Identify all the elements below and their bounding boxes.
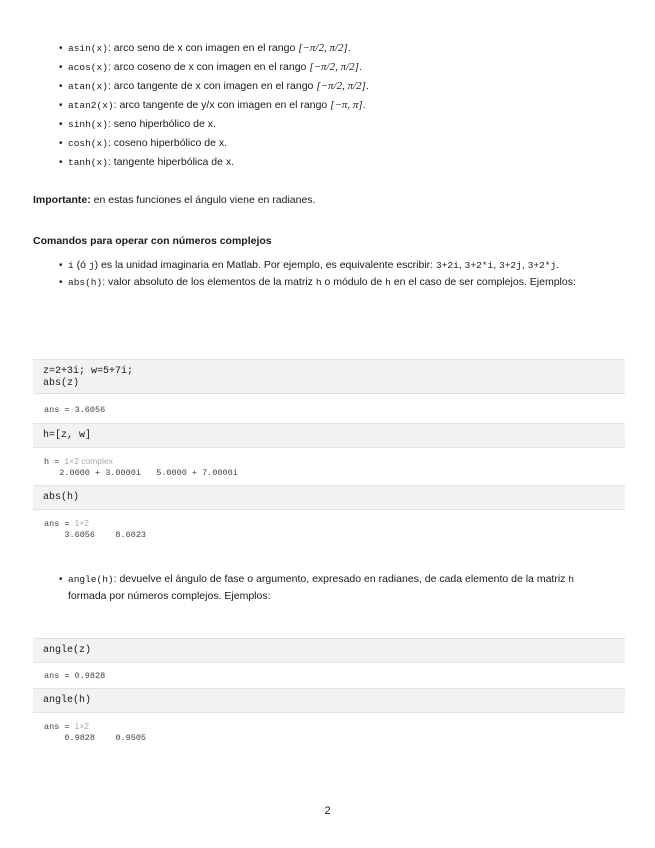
function-desc: : seno hiperbólico de x. [107, 118, 216, 130]
importante-text: en estas funciones el ángulo viene en radianes. [90, 194, 316, 206]
item-text: en el caso de ser complejos. Ejemplos: [390, 276, 576, 288]
list-item [68, 153, 369, 172]
code-output [44, 721, 146, 744]
function-end: . [362, 99, 366, 111]
function-desc: : tangente hiperbólica de x. [107, 156, 235, 168]
function-range: [−π/2, π/2] [309, 61, 359, 73]
separator: , [458, 259, 465, 271]
list-item [68, 96, 369, 115]
output-type: 1×2 complex [64, 456, 113, 466]
function-end: . [358, 61, 362, 73]
list-item [68, 39, 369, 58]
inline-code: abs(h) [68, 277, 103, 288]
function-code: atan2(x) [68, 100, 114, 111]
function-desc: : arco coseno de x con imagen en el rango [107, 61, 310, 73]
code-line: abs(h) [43, 492, 80, 503]
angle-list [68, 571, 613, 605]
list-item [68, 274, 613, 291]
inline-code: 3+2j [499, 260, 522, 271]
separator: , [521, 259, 528, 271]
function-code: cosh(x) [68, 138, 108, 149]
importante-note [33, 192, 316, 208]
code-output: ans = 3.6056 [44, 405, 106, 415]
function-end: . [365, 80, 369, 92]
code-line: angle(z) [43, 645, 92, 656]
importante-label: Importante: [33, 194, 91, 206]
code-block[interactable] [33, 638, 625, 663]
output-type: 1×2 [74, 518, 90, 528]
item-text: : devuelve el ángulo de fase o argumento, expresado en radianes, de cada elemento de la matriz [113, 573, 569, 585]
inline-code: h [568, 574, 575, 585]
list-item [68, 257, 613, 274]
output-values: 0.9828 0.9505 [44, 733, 147, 743]
code-line: h=[z, w] [43, 430, 92, 441]
code-block[interactable] [33, 359, 625, 394]
list-item [68, 115, 369, 134]
function-end: . [347, 42, 351, 54]
list-item [68, 77, 369, 96]
list-item [68, 58, 369, 77]
code-output [44, 518, 146, 541]
item-text: formada por números complejos. Ejemplos: [68, 590, 271, 602]
inline-code: i [68, 260, 74, 271]
output-values: 3.6056 8.6023 [44, 530, 147, 540]
item-text: (ó [73, 259, 89, 271]
inline-code: 3+2i [436, 260, 459, 271]
page-number: 2 [324, 805, 331, 817]
function-list [68, 39, 369, 172]
function-code: sinh(x) [68, 119, 108, 130]
function-code: asin(x) [68, 43, 108, 54]
output-values: 2.0000 + 3.0000i 5.0000 + 7.0000i [44, 468, 238, 478]
complex-list [68, 257, 613, 291]
function-desc: : arco seno de x con imagen en el rango [107, 42, 299, 54]
inline-code: j [88, 260, 95, 271]
output-prefix: ans = [44, 519, 75, 529]
inline-code: angle(h) [68, 574, 114, 585]
separator: , [493, 259, 500, 271]
code-line: abs(z) [43, 378, 80, 389]
item-text: o módulo de [321, 276, 386, 288]
inline-code: h [385, 277, 391, 288]
inline-code: 3+2*j [527, 260, 557, 271]
code-output: ans = 0.9828 [44, 671, 106, 681]
output-prefix: h = [44, 457, 65, 467]
section-heading: Comandos para operar con números complejos [33, 235, 272, 247]
code-output [44, 456, 238, 479]
item-text: ) es la unidad imaginaria en Matlab. Por ejemplo, es equivalente escribir: [94, 259, 437, 271]
function-desc: : coseno hiperbólico de x. [107, 137, 227, 149]
function-desc: : arco tangente de y/x con imagen en el rango [113, 99, 331, 111]
output-prefix: ans = [44, 722, 75, 732]
inline-code: h [315, 277, 322, 288]
list-item [68, 134, 369, 153]
item-end: . [556, 259, 560, 271]
code-block[interactable] [33, 423, 625, 448]
list-item [68, 571, 613, 605]
function-code: tanh(x) [68, 157, 108, 168]
function-range: [−π, π] [330, 99, 363, 111]
inline-code: 3+2*i [464, 260, 494, 271]
function-range: [−π/2, π/2] [316, 80, 366, 92]
item-text: : valor absoluto de los elementos de la matriz [102, 276, 316, 288]
code-line: z=2+3i; w=5+7i; [43, 366, 134, 377]
function-desc: : arco tangente de x con imagen en el rango [107, 80, 317, 92]
function-code: atan(x) [68, 81, 108, 92]
output-type: 1×2 [74, 721, 90, 731]
code-block[interactable] [33, 688, 625, 713]
code-block[interactable] [33, 485, 625, 510]
function-range: [−π/2, π/2] [298, 42, 348, 54]
function-code: acos(x) [68, 62, 108, 73]
code-line: angle(h) [43, 695, 92, 706]
